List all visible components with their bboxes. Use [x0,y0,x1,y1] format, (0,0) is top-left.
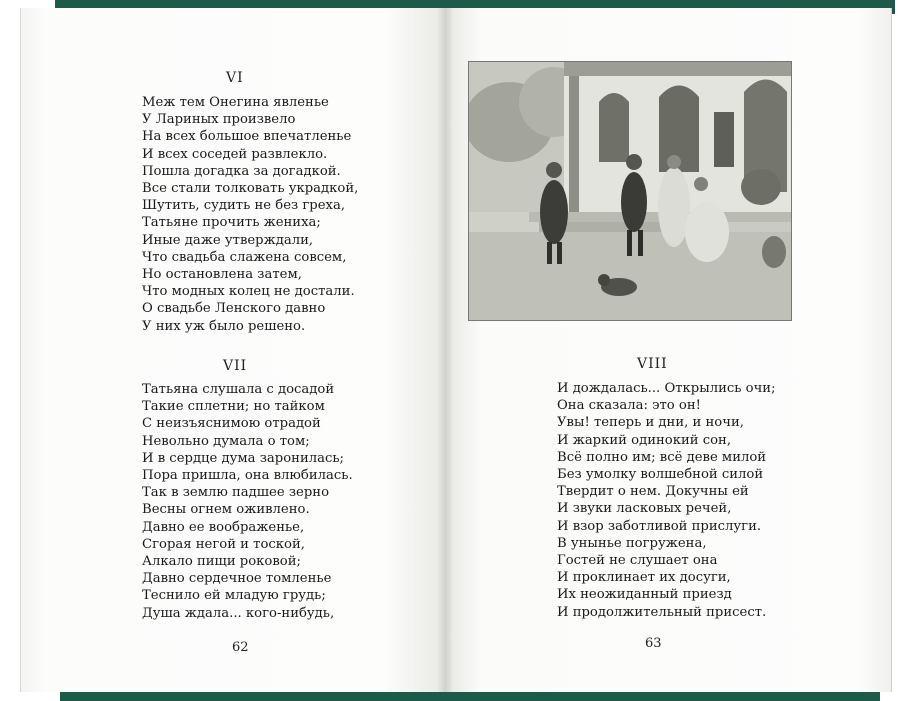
verse-line: Увы! теперь и дни, и ночи, [557,415,744,431]
verse-line: Твердит о нем. Докучны ей [557,484,749,500]
verse-line: О свадьбе Ленского давно [142,301,326,317]
verse-line: У Лариных произвело [142,112,296,128]
verse-line: Теснило ей младую грудь; [142,588,326,604]
verse-line: У них уж было решено. [142,318,306,334]
verse-line: Всё полно им; всё деве милой [557,449,767,465]
verse-line: И проклинает их досуги, [557,570,731,586]
verse-line: Весны огнем оживлено. [142,502,310,518]
verse-line: Их неожиданный приезд [557,587,732,603]
illustration-scene [469,62,791,320]
stanza-vii-verse [142,381,353,622]
verse-line: Невольно думала о том; [142,433,310,449]
verse-line: И продолжительный присест. [557,604,767,620]
verse-line: Что свадьба слажена совсем, [142,249,347,265]
stanza-vi-verse [142,94,358,335]
stanza-number-vii: VII [223,358,248,374]
verse-line: Давно ее воображенье, [142,519,305,535]
page-number-right: 63 [645,636,662,651]
verse-line: Давно сердечное томленье [142,571,332,587]
verse-line: Без умолку волшебной силой [557,467,764,483]
verse-line: Душа ждала... кого-нибудь, [142,605,335,621]
verse-line: Иные даже утверждали, [142,232,314,248]
verse-line: Меж тем Онегина явленье [142,95,329,110]
verse-line: В унынье погружена, [557,535,707,551]
verse-line: Все стали толковать украдкой, [142,181,359,197]
book-gutter [437,8,453,692]
verse-line: И звуки ласковых речей, [557,501,732,517]
verse-line: Она сказала: это он! [557,398,701,414]
illustration-engraving [468,61,792,321]
verse-line: Сгорая негой и тоской, [142,536,305,552]
verse-line: И всех соседей развлекло. [142,146,328,162]
verse-line: Алкало пищи роковой; [142,554,301,570]
verse-line: И жаркий одинокий сон, [557,432,732,448]
verse-line: Пора пришла, она влюбилась. [142,468,353,484]
verse-line: Такие сплетни; но тайком [142,399,325,415]
page-number-left: 62 [232,640,249,655]
verse-line: Что модных колец не достали. [142,284,355,300]
verse-line: Татьяне прочить жениха; [142,215,321,231]
stanza-number-vi: VI [226,70,244,86]
verse-line: И дождалась... Открылись очи; [557,381,776,396]
stanza-number-viii: VIII [637,356,668,372]
verse-line: Шутить, судить не без греха, [142,198,346,214]
verse-line: И взор заботливой прислуги. [557,518,762,534]
verse-line: С неизъяснимою отрадой [142,416,321,432]
verse-line: И в сердце дума заронилась; [142,450,344,466]
verse-line: На всех большое впечатленье [142,129,352,145]
verse-line: Так в землю падшее зерно [142,485,330,501]
verse-line: Но остановлена затем, [142,267,302,283]
verse-line: Татьяна слушала с досадой [142,382,335,397]
stanza-viii-verse [557,380,776,621]
verse-line: Гостей не слушает она [557,553,718,569]
verse-line: Пошла догадка за догадкой. [142,163,341,179]
